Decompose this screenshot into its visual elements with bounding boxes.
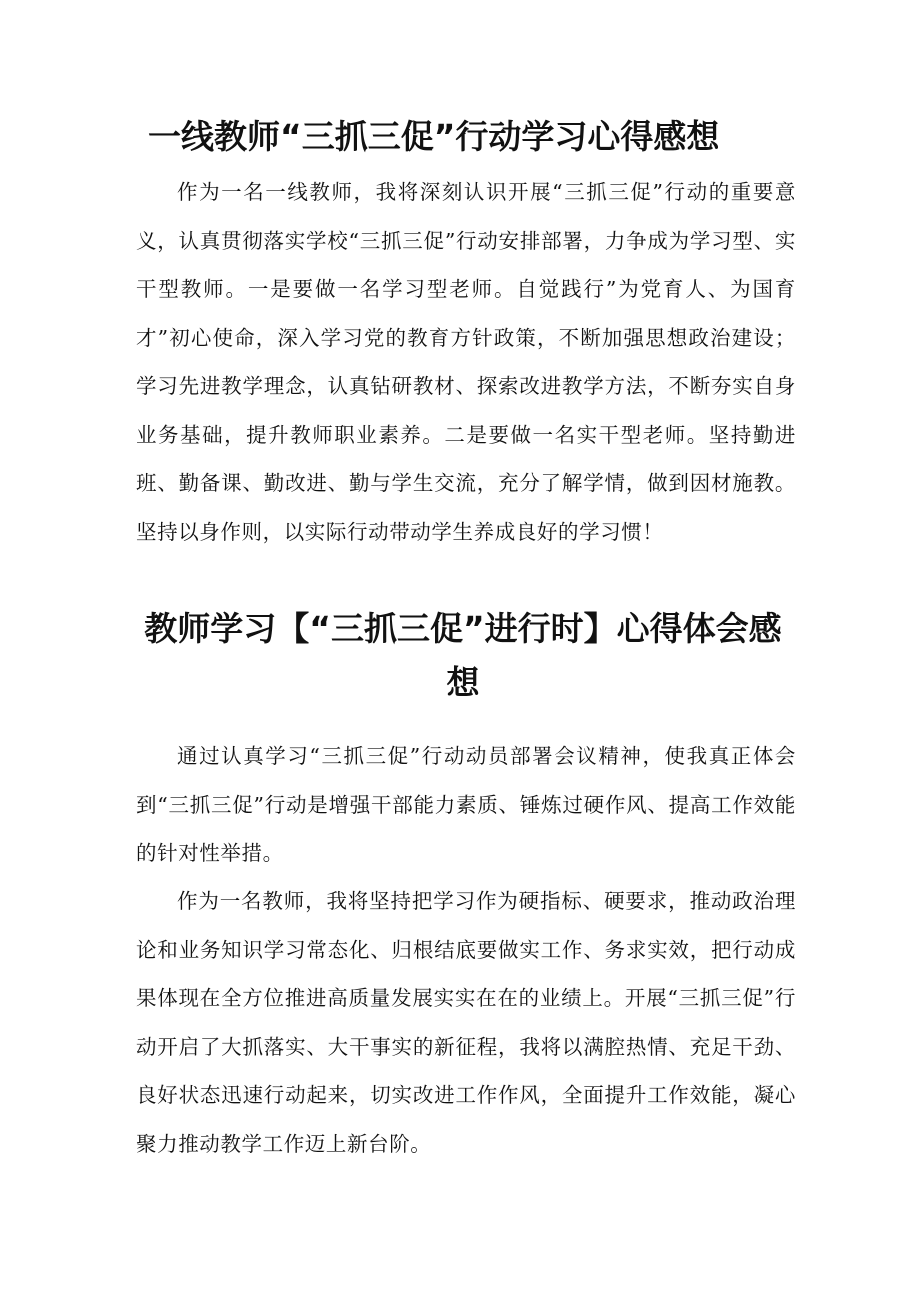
section-2-paragraph-2: 作为一名教师，我将坚持把学习作为硬指标、硬要求，推动政治理论和业务知识学习常态化、归根结底要做实工作、务求实效，把行动成果体现在全方位推进高质量发展实实在在的业绩上。开展“三抓三促”行动开启了大抓落实、大干事实的新征程，我将以满腔热情、充足干劲、良好状态迅速行动起来，切实改进工作作风，全面提升工作效能，凝心聚力推动教学工作迈上新台阶。 xyxy=(136,889,796,1156)
section-2-paragraph-1: 通过认真学习“三抓三促”行动动员部署会议精神，使我真正体会到“三抓三促”行动是增强干部能力素质、锤炼过硬作风、提高工作效能的针对性举措。 xyxy=(136,744,796,865)
section-1-title: 一线教师“三抓三促”行动学习心得感想 xyxy=(148,117,720,156)
section-1-paragraph-1: 作为一名一线教师，我将深刻认识开展“三抓三促”行动的重要意义，认真贯彻落实学校“三抓三促”行动安排部署，力争成为学习型、实干型教师。一是要做一名学习型老师。自觉践行”为党育人、为国育才”初心使命，深入学习党的教育方针政策，不断加强思想政治建设；学习先进教学理念，认真钻研教材、探索改进教学方法，不断夯实自身业务基础，提升教师职业素养。二是要做一名实干型老师。坚持勤进班、勤备课、勤改进、勤与学生交流，充分了解学情，做到因材施教。坚持以身作则，以实际行动带动学生养成良好的学习惯！ xyxy=(136,180,796,544)
section-2-title: 教师学习【“三抓三促”进行时】心得体会感想 xyxy=(144,609,782,702)
